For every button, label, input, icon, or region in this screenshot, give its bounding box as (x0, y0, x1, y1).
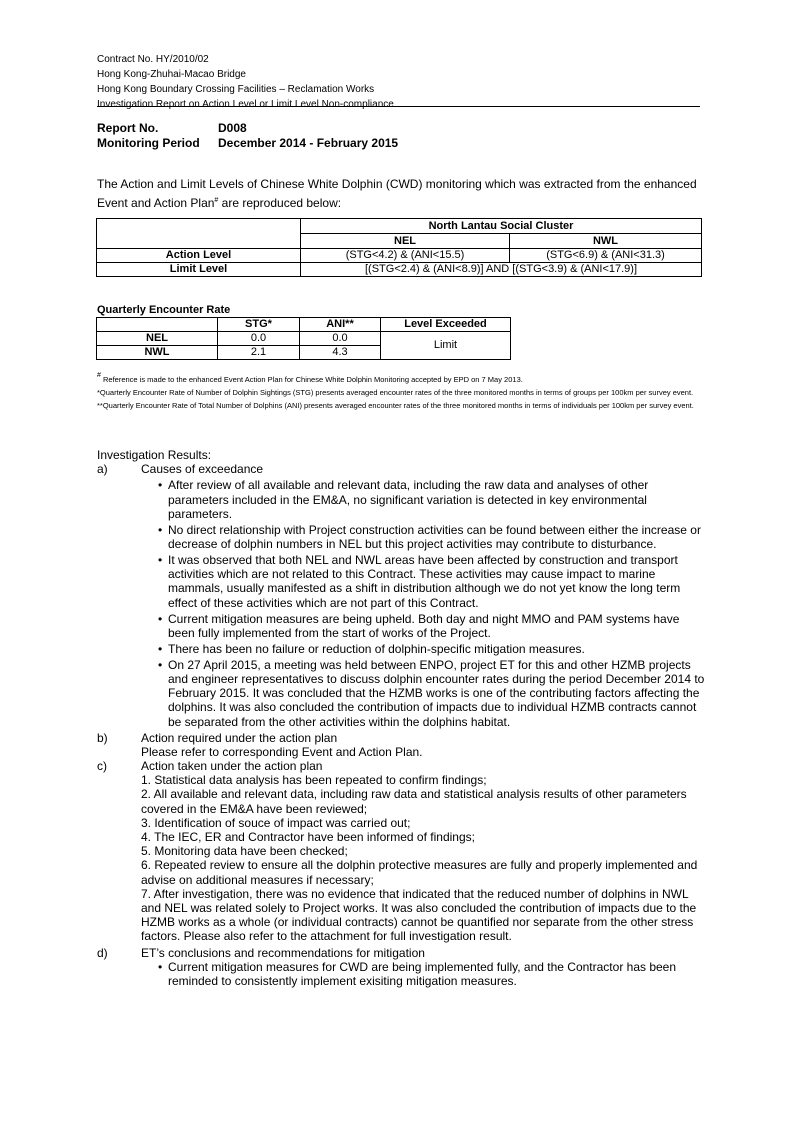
report-meta (97, 121, 398, 151)
section-label: b) (97, 730, 108, 745)
section-d (97, 946, 707, 989)
section-a (97, 462, 707, 729)
bullet-icon: • (158, 611, 163, 626)
list-item: 6. Repeated review to ensure all the dolphin protective measures are fully and properly implemented and advise on additional measures if necessary; (141, 858, 698, 887)
table-blank-cell (97, 234, 301, 249)
list-item: 3. Identification of souce of impact was carried out; (141, 815, 411, 830)
row-label-nwl: NWL (97, 346, 218, 360)
list-item: • Current mitigation measures are being upheld. Both day and night MMO and PAM systems have been fully implemented from the start of works of the Project. (158, 611, 680, 640)
bullet-icon: • (158, 959, 163, 974)
bullet-icon: • (158, 522, 163, 537)
footnote-3: **Quarterly Encounter Rate of Total Number of Dolphins (ANI) presents averaged encounter rates of the three monitored months in terms of individuals per 100km per survey event. (97, 401, 694, 410)
section-b (97, 731, 707, 759)
nwl-stg-value: 2.1 (218, 346, 300, 360)
nel-stg-value: 0.0 (218, 332, 300, 346)
list-item: • Current mitigation measures for CWD are being implemented fully, and the Contractor has been reminded to consistently implement exisiting mitigation measures. (158, 959, 677, 989)
list-item: • After review of all available and relevant data, including the raw data and analyses of other parameters included in the EM&A, no significant variation is detected in key environmental parameters. (158, 478, 649, 521)
table-row (97, 263, 702, 277)
row-label-nel: NEL (97, 332, 218, 346)
section-title: ET’s conclusions and recommendations for mitigation (141, 945, 425, 960)
list-item: 4. The IEC, ER and Contractor have been informed of findings; (141, 830, 475, 845)
column-header-level: Level Exceeded (381, 318, 511, 332)
list-item: • It was observed that both NEL and NWL areas have been affected by construction and transport activities which are not related to this Contract. These activities may cause impact to marine mammals, usually manifested as a shift in distribution although we do not yet know the long term effect of these activities which are not part of this Contract. (158, 553, 681, 610)
action-limit-table (96, 218, 702, 277)
monitoring-period-label: Monitoring Period (97, 136, 200, 150)
nwl-ani-value: 4.3 (300, 346, 381, 360)
section-c (97, 759, 707, 944)
list-item: • On 27 April 2015, a meeting was held between ENPO, project ET for this and other HZMB projects and engineer representatives to discuss dolphin encounter rates during the period December 2014 to February 2015. It was concluded that the HZMB works is one of the contributing factors affecting the dolphins. It was also concluded the contribution of impacts due to individual HZMB contracts cannot be separated from the other activities within the dolphins habitat. (158, 657, 705, 729)
document-header (97, 52, 699, 112)
report-number-value: D008 (218, 121, 247, 135)
limit-value: [(STG<2.4) & (ANI<8.9)] AND [(STG<3.9) & (ANI<17.9)] (301, 263, 702, 277)
investigation-results (97, 448, 707, 990)
footnote-1: # Reference is made to the enhanced Event Action Plan for Chinese White Dolphin Monitoring accepted by EPD on 7 May 2013. (97, 372, 523, 384)
list-item: 2. All available and relevant data, including raw data and statistical analysis results of other parameters covered in the EM&A have been reviewed; (141, 787, 687, 816)
row-label-limit: Limit Level (97, 263, 301, 277)
list-item: 1. Statistical data analysis has been repeated to confirm findings; (141, 773, 487, 788)
list-item: 5. Monitoring data have been checked; (141, 844, 348, 859)
facility-name: Hong Kong Boundary Crossing Facilities – Reclamation Works (97, 84, 375, 95)
footnote-ref: # (214, 197, 219, 204)
footnotes (97, 372, 703, 414)
column-header-nwl: NWL (510, 234, 702, 249)
project-name: Hong Kong-Zhuhai-Macao Bridge (97, 69, 246, 80)
bullet-icon: • (158, 478, 163, 493)
quarterly-encounter-table (96, 317, 511, 360)
table-blank-cell (97, 318, 218, 332)
list-item: 7. After investigation, there was no evidence that indicated that the reduced number of dolphins in NWL and NEL was related solely to Project works. It was also concluded the contribution of impacts due to the HZMB works as a whole (or individual contracts) cannot be quantified nor separate from the other stress factors. Please also refer to the attachment for full investigation result. (141, 886, 697, 944)
section-text: Please refer to corresponding Event and Action Plan. (141, 744, 423, 759)
bullet-icon: • (158, 641, 163, 656)
section-label: a) (97, 462, 108, 477)
section-label: c) (97, 759, 107, 774)
list-item: • No direct relationship with Project construction activities can be found between either the increase or decrease of dolphin numbers in NEL but this project activities may contribute to disturbance. (158, 522, 701, 552)
footnote-2: *Quarterly Encounter Rate of Number of Dolphin Sightings (STG) presents averaged encounter rates of the three monitored months in terms of groups per 100km per survey event. (97, 388, 694, 397)
table-row (97, 332, 511, 346)
level-exceeded-value: Limit (381, 332, 511, 360)
action-nel-value: (STG<4.2) & (ANI<15.5) (301, 249, 510, 263)
column-header-ani: ANI** (300, 318, 381, 332)
bullet-list (141, 960, 707, 988)
row-label-action: Action Level (97, 249, 301, 263)
bullet-icon: • (158, 657, 163, 672)
quarterly-title: Quarterly Encounter Rate (97, 304, 231, 316)
table-row (97, 249, 702, 263)
list-item: • There has been no failure or reduction of dolphin-specific mitigation measures. (158, 641, 585, 656)
section-label: d) (97, 945, 108, 960)
monitoring-period-value: December 2014 - February 2015 (218, 136, 399, 150)
results-heading: Investigation Results: (97, 448, 212, 462)
section-title: Action required under the action plan (141, 730, 338, 745)
column-header-nel: NEL (301, 234, 510, 249)
table-blank-cell (97, 219, 301, 234)
report-type: Investigation Report on Action Level or Limit Level Non-compliance (97, 99, 394, 110)
nel-ani-value: 0.0 (300, 332, 381, 346)
action-nwl-value: (STG<6.9) & (ANI<31.3) (510, 249, 702, 263)
bullet-icon: • (158, 553, 163, 568)
header-divider (97, 106, 700, 107)
section-title: Causes of exceedance (141, 462, 264, 477)
column-header-stg: STG* (218, 318, 300, 332)
cluster-header: North Lantau Social Cluster (301, 219, 702, 234)
bullet-list (141, 478, 707, 728)
intro-paragraph: The Action and Limit Levels of Chinese White Dolphin (CWD) monitoring which was extracted from the enhanced Event and Action Plan# are reproduced below: (97, 177, 697, 210)
contract-number: Contract No. HY/2010/02 (97, 54, 209, 65)
section-title: Action taken under the action plan (141, 759, 323, 774)
report-number-label: Report No. (97, 121, 159, 135)
